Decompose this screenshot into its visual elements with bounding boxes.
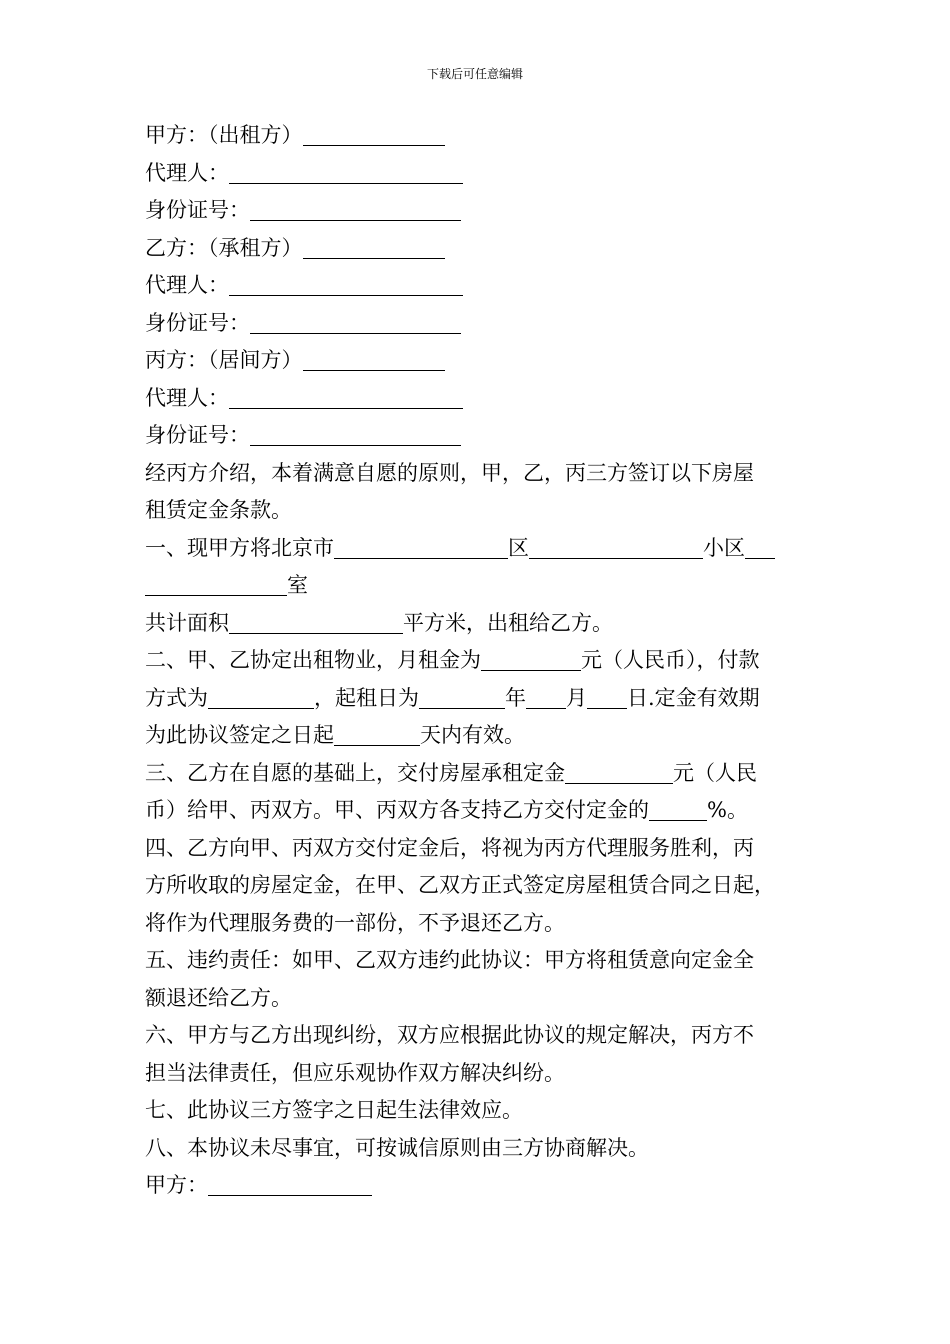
day-validity-text: 日.定金有效期 xyxy=(627,685,760,710)
room-label: 室 xyxy=(287,573,308,597)
validity-unit-text: 天内有效。 xyxy=(420,723,525,747)
intro-line-1: 经丙方介绍，本着满意自愿的原则，甲，乙，丙三方签订以下房屋 xyxy=(145,460,754,485)
clause-3-text-2: 币）给甲、丙双方。甲、丙双方各支持乙方交付定金的 xyxy=(145,798,649,822)
party-b-label: 乙方：（承租方） xyxy=(145,235,303,260)
id-label: 身份证号： xyxy=(145,198,250,222)
clause-3-line-2 xyxy=(145,792,815,830)
clause-2-text: 二、甲、乙协定出租物业，月租金为 xyxy=(145,648,481,672)
month-blank[interactable] xyxy=(526,683,566,709)
agent-label: 代理人： xyxy=(145,160,229,185)
district-blank[interactable] xyxy=(334,533,508,559)
building-blank-start[interactable] xyxy=(745,533,775,559)
clause-7-line-1: 七、此协议三方签字之日起生法律效应。 xyxy=(145,1098,523,1122)
clause-2-line-3 xyxy=(145,717,815,755)
party-b-id-blank[interactable] xyxy=(250,308,461,334)
party-a-agent-line xyxy=(145,155,815,193)
party-c-agent-blank[interactable] xyxy=(229,383,463,409)
clause-1-line-1 xyxy=(145,530,815,568)
percent-label: %。 xyxy=(707,798,748,822)
party-a-blank[interactable] xyxy=(303,120,445,146)
month-label: 月 xyxy=(566,685,587,710)
party-c-id-line xyxy=(145,417,815,455)
rent-unit-text: 元（人民币），付款 xyxy=(581,648,760,672)
clause-4-line-1: 四、乙方向甲、丙双方交付定金后，将视为丙方代理服务胜利，丙 xyxy=(145,835,754,860)
start-date-label: ，起租日为 xyxy=(314,685,419,710)
building-blank-end[interactable] xyxy=(145,570,287,596)
percent-blank[interactable] xyxy=(649,795,707,821)
clause-3-text: 三、乙方在自愿的基础上，交付房屋承租定金 xyxy=(145,760,565,785)
community-label: 小区 xyxy=(703,535,745,560)
party-c-id-blank[interactable] xyxy=(250,420,461,446)
party-c-label: 丙方：（居间方） xyxy=(145,348,303,372)
party-c-blank[interactable] xyxy=(303,345,445,371)
clause-4-line-3: 将作为代理服务费的一部份，不予退还乙方。 xyxy=(145,910,565,935)
validity-label: 为此协议签定之日起 xyxy=(145,723,334,747)
signature-party-a-blank[interactable] xyxy=(208,1170,372,1196)
agent-label: 代理人： xyxy=(145,273,229,297)
clause-6-line-1: 六、甲方与乙方出现纠纷，双方应根据此协议的规定解决，丙方不 xyxy=(145,1023,754,1047)
district-label: 区 xyxy=(508,535,529,560)
agent-label: 代理人： xyxy=(145,385,229,410)
day-blank[interactable] xyxy=(587,683,627,709)
clause-2-line-1 xyxy=(145,642,815,680)
party-c-agent-line xyxy=(145,380,815,418)
year-blank[interactable] xyxy=(419,683,505,709)
party-b-line xyxy=(145,230,815,268)
signature-party-a-line xyxy=(145,1167,815,1205)
clause-2-line-2 xyxy=(145,680,815,718)
party-a-agent-blank[interactable] xyxy=(229,158,463,184)
deposit-blank[interactable] xyxy=(565,758,673,784)
contract-body xyxy=(145,117,815,1205)
area-label: 共计面积 xyxy=(145,610,229,635)
page-header: 下载后可任意编辑 xyxy=(426,67,523,81)
clause-6-line-2: 担当法律责任，但应乐观协作双方解决纠纷。 xyxy=(145,1060,565,1085)
community-blank[interactable] xyxy=(529,533,703,559)
party-b-id-line xyxy=(145,305,815,343)
party-b-agent-blank[interactable] xyxy=(229,270,463,296)
validity-days-blank[interactable] xyxy=(334,720,420,746)
party-b-blank[interactable] xyxy=(303,233,445,259)
intro-line-2: 租赁定金条款。 xyxy=(145,498,292,522)
area-blank[interactable] xyxy=(229,608,403,634)
clause-3-line-1 xyxy=(145,755,815,793)
party-c-line xyxy=(145,342,815,380)
party-a-id-line xyxy=(145,192,815,230)
id-label: 身份证号： xyxy=(145,423,250,447)
clause-1-line-3 xyxy=(145,605,815,643)
clause-5-line-1: 五、违约责任：如甲、乙双方违约此协议：甲方将租赁意向定金全 xyxy=(145,948,754,972)
payment-blank[interactable] xyxy=(208,683,314,709)
rent-blank[interactable] xyxy=(481,645,581,671)
clause-8-line-1: 八、本协议未尽事宜，可按诚信原则由三方协商解决。 xyxy=(145,1135,649,1160)
party-a-id-blank[interactable] xyxy=(250,195,461,221)
payment-label: 方式为 xyxy=(145,685,208,710)
year-label: 年 xyxy=(505,685,526,710)
id-label: 身份证号： xyxy=(145,310,250,335)
party-a-label: 甲方：（出租方） xyxy=(145,123,303,147)
clause-5-line-2: 额退还给乙方。 xyxy=(145,985,292,1010)
clause-1-text: 一、现甲方将北京市 xyxy=(145,535,334,560)
clause-1-line-2 xyxy=(145,567,815,605)
party-a-line xyxy=(145,117,815,155)
signature-party-a-label: 甲方： xyxy=(145,1173,208,1197)
party-b-agent-line xyxy=(145,267,815,305)
deposit-unit-text: 元（人民 xyxy=(673,760,757,785)
area-unit-text: 平方米，出租给乙方。 xyxy=(403,610,613,635)
clause-4-line-2: 方所收取的房屋定金，在甲、乙双方正式签定房屋租赁合同之日起， xyxy=(145,873,775,897)
